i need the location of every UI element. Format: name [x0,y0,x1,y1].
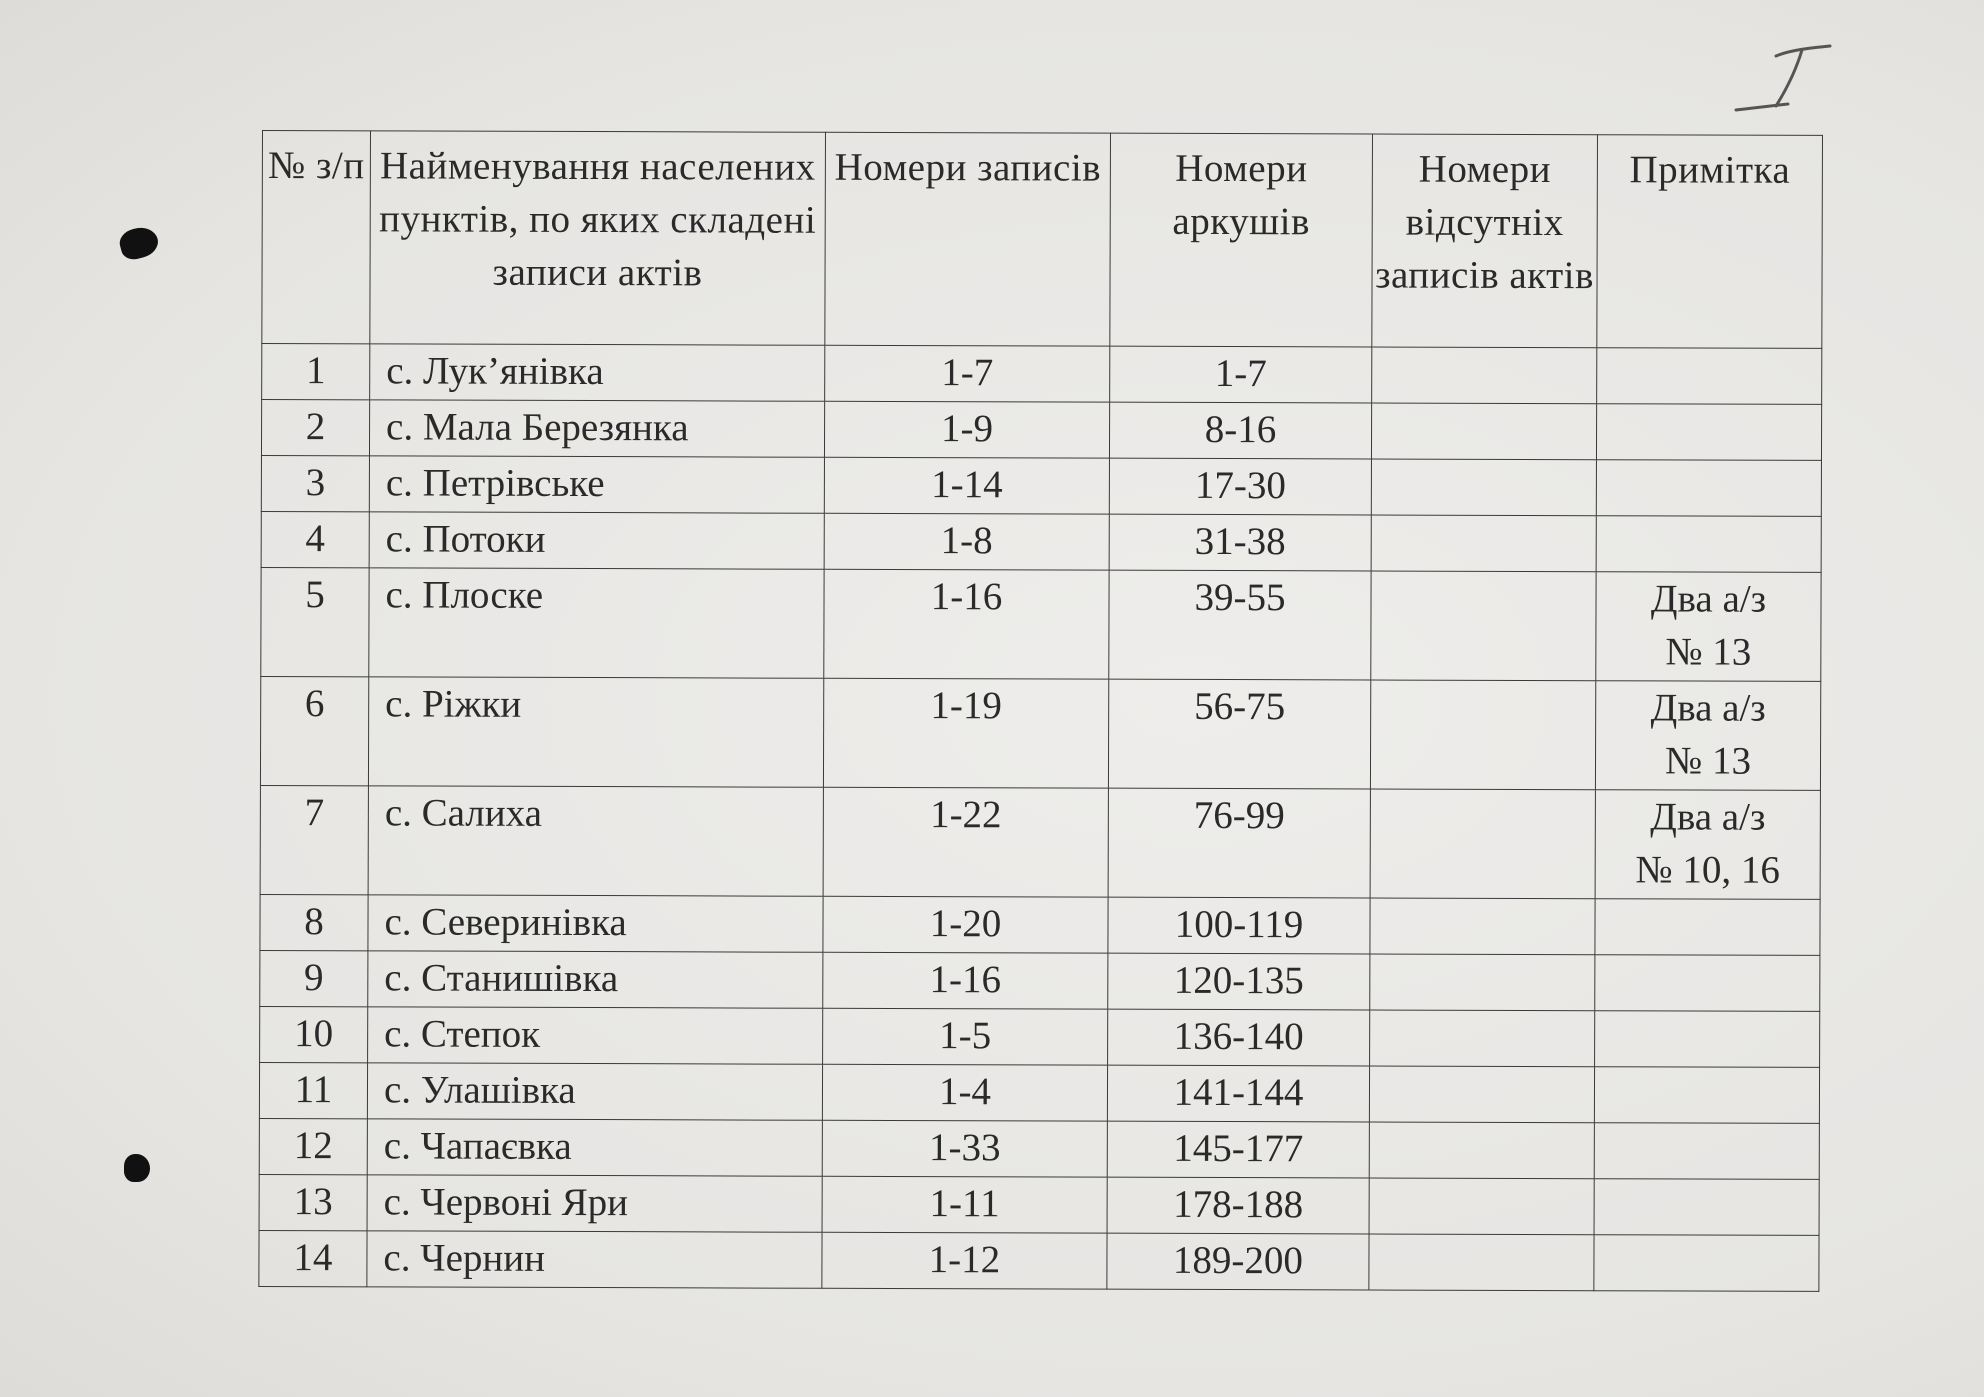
record-numbers: 1-8 [824,513,1109,570]
record-numbers: 1-11 [822,1176,1107,1233]
row-number: 5 [261,567,369,676]
note [1597,348,1822,405]
missing-records [1370,1010,1595,1067]
settlement-name: с. Станишівка [368,951,823,1008]
sheet-numbers: 17-30 [1109,458,1371,515]
civil-records-register-table [258,130,1823,1292]
row-number: 12 [259,1118,367,1174]
table-row [261,455,1821,516]
sheet-numbers: 136-140 [1108,1009,1370,1066]
row-number: 13 [259,1174,367,1230]
missing-records [1372,347,1597,404]
row-number: 9 [260,950,368,1006]
missing-records [1370,680,1595,790]
note-line-1: Два а/з [1650,686,1766,730]
table-row [261,567,1821,681]
missing-records [1369,1122,1594,1179]
row-number: 1 [262,344,370,400]
settlement-name: с. Степок [368,1007,823,1064]
sheet-numbers: 56-75 [1108,679,1370,789]
note [1594,1179,1819,1236]
settlement-name: с. Ріжки [368,677,823,787]
sheet-numbers: 141-144 [1107,1065,1369,1122]
table-row [260,676,1820,790]
row-number: 11 [259,1062,367,1118]
record-numbers: 1-16 [824,569,1109,679]
missing-records [1370,789,1595,899]
missing-records [1371,515,1596,572]
sheet-numbers: 1-7 [1110,346,1372,403]
sheet-numbers: 145-177 [1107,1121,1369,1178]
table-row [259,1174,1819,1235]
settlement-name: с. Мала Березянка [369,400,824,457]
settlement-name: с. Чапаєвка [367,1119,822,1176]
settlement-name: с. Салиха [368,786,823,896]
table-row [259,1062,1819,1123]
table-row [260,1006,1820,1067]
record-numbers: 1-19 [823,678,1108,788]
record-numbers: 1-4 [822,1064,1107,1121]
row-number: 8 [260,894,368,950]
header-sheet-numbers: Номери аркушів [1110,133,1373,347]
settlement-name: с. Потоки [369,512,824,569]
sheet-numbers: 31-38 [1109,514,1371,571]
missing-records [1369,1234,1594,1291]
note [1595,1011,1820,1068]
sheet-numbers: 189-200 [1107,1233,1369,1290]
record-numbers: 1-9 [824,401,1109,458]
missing-records [1371,571,1596,681]
sheet-numbers: 100-119 [1108,897,1370,954]
missing-records [1371,459,1596,516]
row-number: 14 [259,1230,367,1286]
record-numbers: 1-7 [825,345,1110,402]
table-row [259,1118,1819,1179]
missing-records [1371,403,1596,460]
settlement-name: с. Лук’янівка [370,344,825,401]
note-line-2: № 10, 16 [1635,848,1780,892]
table-row [261,511,1821,572]
record-numbers: 1-22 [823,787,1108,897]
row-number: 3 [261,455,369,511]
settlement-name: с. Червоні Яри [367,1175,822,1232]
row-number: 7 [260,785,368,894]
settlement-name: с. Чернин [367,1231,822,1288]
note [1596,460,1821,517]
missing-records [1369,1178,1594,1235]
punch-hole-bottom [124,1154,150,1182]
settlement-name: с. Петрівське [369,456,824,513]
missing-records [1370,954,1595,1011]
sheet-numbers: 120-135 [1108,953,1370,1010]
missing-records [1369,1066,1594,1123]
note [1594,1123,1819,1180]
table-row [259,1230,1819,1291]
settlement-name: с. Северинівка [368,895,823,952]
record-numbers: 1-16 [823,952,1108,1009]
handwritten-roman-numeral-mark [1730,40,1840,120]
sheet-numbers: 8-16 [1109,402,1371,459]
sheet-numbers: 178-188 [1107,1177,1369,1234]
record-numbers: 1-5 [823,1008,1108,1065]
note-line-2: № 13 [1664,739,1752,783]
record-numbers: 1-33 [822,1120,1107,1177]
row-number: 2 [261,400,369,456]
sheet-numbers: 76-99 [1108,788,1370,898]
note [1595,955,1820,1012]
note [1595,899,1820,956]
table-row [260,894,1820,955]
note-line-1: Два а/з [1650,577,1767,621]
note [1596,404,1821,461]
note [1596,572,1821,682]
settlement-name: с. Улашівка [367,1063,822,1120]
header-note: Примітка [1597,135,1823,349]
table-row [262,344,1822,405]
note-line-2: № 13 [1665,630,1752,674]
row-number: 10 [260,1006,368,1062]
note-line-1: Два а/з [1650,795,1766,839]
header-record-numbers: Номери записів [825,132,1111,346]
record-numbers: 1-12 [822,1232,1107,1289]
table-row [260,950,1820,1011]
note [1595,681,1820,791]
punch-hole-top [117,224,161,263]
note [1594,1067,1819,1124]
record-numbers: 1-14 [824,457,1109,514]
table-header-row [262,131,1823,349]
note [1594,1235,1819,1292]
row-number: 6 [260,676,368,785]
row-number: 4 [261,511,369,567]
header-missing-records: Номери відсутніх записів актів [1372,134,1598,348]
handwritten-mark-glyph [1730,40,1840,120]
settlement-name: с. Плоске [369,568,824,678]
missing-records [1370,898,1595,955]
header-number: № з/п [262,131,371,344]
header-settlement-name: Найменування населених пунктів, по яких складені записи актів [370,131,826,345]
record-numbers: 1-20 [823,896,1108,953]
sheet-numbers: 39-55 [1109,570,1371,680]
table-row [260,785,1820,899]
note [1596,516,1821,573]
table-row [261,400,1821,461]
note [1595,790,1820,900]
